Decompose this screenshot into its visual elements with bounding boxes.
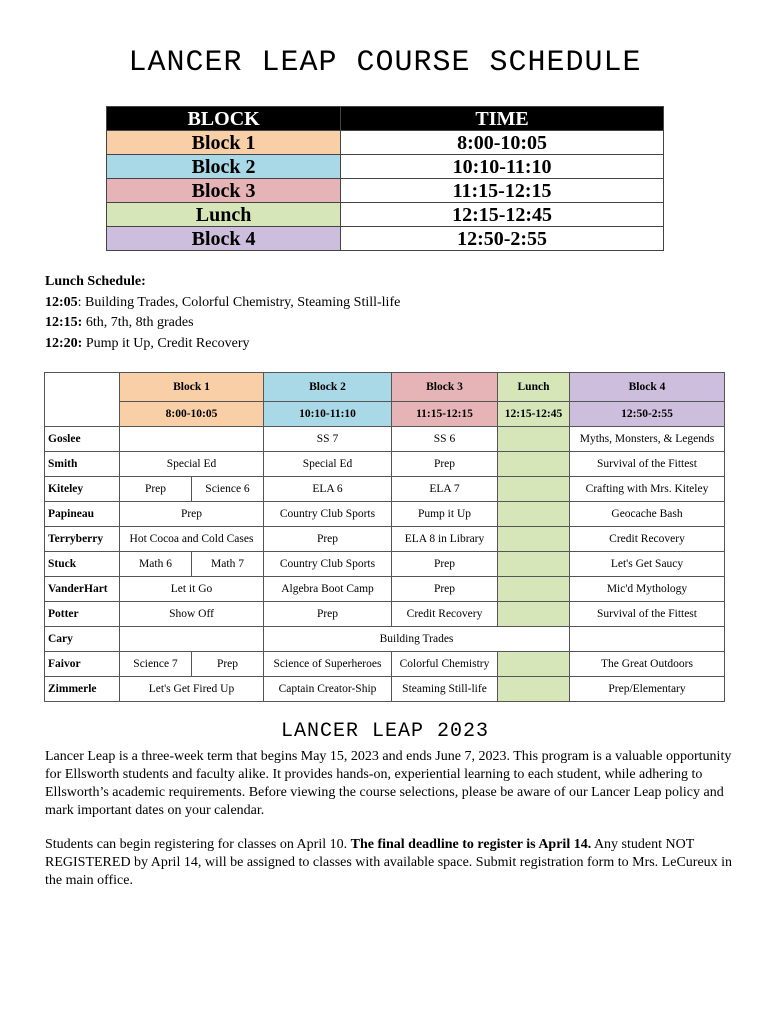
table-row [45,652,725,677]
teacher-name: Terryberry [45,527,120,552]
cell-lunch [498,677,570,702]
cell-block1: Hot Cocoa and Cold Cases [120,527,264,552]
block-time: 12:50-2:55 [341,227,664,251]
teacher-name: Kiteley [45,477,120,502]
block-row [107,203,664,227]
cell-lunch [498,452,570,477]
table-row [45,477,725,502]
lunch-item [45,293,400,314]
cell-block3: Colorful Chemistry [392,652,498,677]
grid-header-block1: Block 1 [120,373,264,402]
cell-lunch [498,552,570,577]
lunch-text: : Building Trades, Colorful Chemistry, Steaming Still-life [77,294,401,310]
lunch-time: 12:15: [45,315,83,330]
cell-block4: Mic'd Mythology [570,577,725,602]
cell-block3: ELA 7 [392,477,498,502]
registration-paragraph [45,836,735,890]
grid-time-block2: 10:10-11:10 [264,402,392,427]
cell-block1a: Math 6 [120,552,192,577]
header-block: BLOCK [107,107,341,131]
cell-block2: ELA 6 [264,477,392,502]
cell-block1: Special Ed [120,452,264,477]
block-time: 8:00-10:05 [341,131,664,155]
cell-block3: Prep [392,552,498,577]
cell-block3: Prep [392,577,498,602]
table-row [45,627,725,652]
cell-block1b: Science 6 [192,477,264,502]
table-row [45,502,725,527]
table-row [45,552,725,577]
table-row [45,527,725,552]
cell-block2: Algebra Boot Camp [264,577,392,602]
cell-block1: Let's Get Fired Up [120,677,264,702]
block-row [107,131,664,155]
block-label: Block 4 [107,227,341,251]
cell-block1 [120,627,264,652]
cell-lunch [498,527,570,552]
block-label: Block 1 [107,131,341,155]
section-title: LANCER LEAP 2023 [280,720,490,743]
teacher-name: Cary [45,627,120,652]
cell-block3: Credit Recovery [392,602,498,627]
cell-lunch [498,577,570,602]
cell-lunch [498,427,570,452]
registration-text-start: Students can begin registering for classes on April 10. [45,837,351,852]
cell-block1a: Prep [120,477,192,502]
teacher-name: Potter [45,602,120,627]
block-time: 12:15-12:45 [341,203,664,227]
table-row [45,577,725,602]
block-time: 11:15-12:15 [341,179,664,203]
page-title: LANCER LEAP COURSE SCHEDULE [128,46,642,80]
cell-block3: Prep [392,452,498,477]
table-row [45,677,725,702]
cell-block2: Captain Creator-Ship [264,677,392,702]
teacher-schedule-grid [44,372,725,702]
lunch-time: 12:20: [45,335,83,351]
cell-block2: Prep [264,602,392,627]
teacher-name: Stuck [45,552,120,577]
block-row [107,155,664,179]
cell-block4: Credit Recovery [570,527,725,552]
block-label: Block 2 [107,155,341,179]
cell-block4: The Great Outdoors [570,652,725,677]
lunch-text: 6th, 7th, 8th grades [82,315,194,330]
grid-header-lunch: Lunch [498,373,570,402]
header-time: TIME [341,107,664,131]
cell-block2: Prep [264,527,392,552]
block-row [107,227,664,251]
cell-spanning-course: Building Trades [264,627,570,652]
teacher-name: VanderHart [45,577,120,602]
grid-header-row [45,373,725,402]
cell-block3: Steaming Still-life [392,677,498,702]
cell-block4: Survival of the Fittest [570,602,725,627]
cell-block4: Let's Get Saucy [570,552,725,577]
cell-block4: Prep/Elementary [570,677,725,702]
table-row [45,452,725,477]
table-row [45,602,725,627]
teacher-name: Faivor [45,652,120,677]
teacher-name: Zimmerle [45,677,120,702]
block-label: Block 3 [107,179,341,203]
teacher-name: Goslee [45,427,120,452]
cell-block4: Geocache Bash [570,502,725,527]
grid-time-row [45,402,725,427]
cell-block2: Special Ed [264,452,392,477]
grid-time-block1: 8:00-10:05 [120,402,264,427]
registration-text-end: Any student NOT REGISTERED by April 14, will be assigned to classes with available space. Submit registration form to Mrs. LeCureux in the main office. [45,837,733,888]
cell-block4 [570,627,725,652]
teacher-name: Papineau [45,502,120,527]
lunch-time: 12:05 [45,294,78,310]
grid-header-block3: Block 3 [392,373,498,402]
lunch-schedule [45,272,400,354]
intro-paragraph: Lancer Leap is a three-week term that begins May 15, 2023 and ends June 7, 2023. This program is a valuable opportunity for Ellsworth students and faculty alike. It provides hands-on, experiential learning to each student, while adhering to Ellsworth’s academic requirements. Before viewing the course selections, please be aware of our Lancer Leap policy and mark important dates on your calendar. [45,749,732,818]
cell-block1a: Science 7 [120,652,192,677]
block-time-table [106,106,664,251]
table-row [45,427,725,452]
cell-lunch [498,652,570,677]
grid-header-block2: Block 2 [264,373,392,402]
grid-time-block4: 12:50-2:55 [570,402,725,427]
cell-block2: Country Club Sports [264,552,392,577]
block-row [107,179,664,203]
grid-corner [45,373,120,427]
lunch-schedule-heading: Lunch Schedule: [45,274,146,289]
lunch-item [45,334,400,355]
cell-block1: Show Off [120,602,264,627]
lunch-item [45,313,400,334]
cell-block1b: Prep [192,652,264,677]
block-table-header [107,107,664,131]
cell-block1 [120,427,264,452]
grid-header-block4: Block 4 [570,373,725,402]
cell-block4: Crafting with Mrs. Kiteley [570,477,725,502]
cell-block2: SS 7 [264,427,392,452]
cell-lunch [498,477,570,502]
cell-block3: ELA 8 in Library [392,527,498,552]
registration-deadline: The final deadline to register is April 14. [350,837,592,852]
cell-block2: Science of Superheroes [264,652,392,677]
cell-block2: Country Club Sports [264,502,392,527]
lunch-text: Pump it Up, Credit Recovery [82,335,250,351]
cell-block1: Prep [120,502,264,527]
grid-time-lunch: 12:15-12:45 [498,402,570,427]
cell-block3: SS 6 [392,427,498,452]
cell-block4: Myths, Monsters, & Legends [570,427,725,452]
teacher-name: Smith [45,452,120,477]
cell-block1b: Math 7 [192,552,264,577]
grid-time-block3: 11:15-12:15 [392,402,498,427]
cell-block3: Pump it Up [392,502,498,527]
cell-block4: Survival of the Fittest [570,452,725,477]
block-label: Lunch [107,203,341,227]
block-time: 10:10-11:10 [341,155,664,179]
cell-lunch [498,502,570,527]
cell-lunch [498,602,570,627]
cell-block1: Let it Go [120,577,264,602]
